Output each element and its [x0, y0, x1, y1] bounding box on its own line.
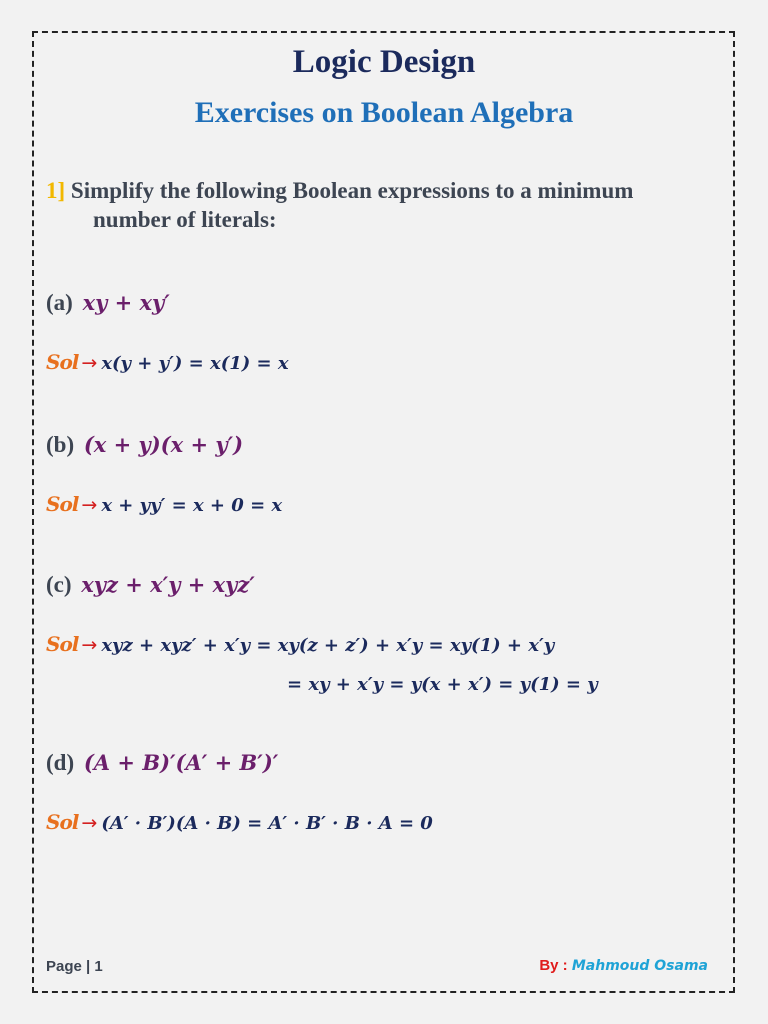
solution-expression-continued: = xy + x′y = y(x + x′) = y(1) = y: [287, 674, 598, 695]
author-credit: [539, 957, 708, 974]
part-expression: (A + B)′(A′ + B′)′: [83, 750, 279, 775]
part-expression: xyz + x′y + xyz′: [81, 572, 255, 597]
solution-expression: x + yy′ = x + 0 = x: [101, 495, 283, 516]
question-number: 1]: [46, 178, 66, 203]
part-b: [46, 432, 243, 458]
solution-a: [46, 350, 289, 374]
sol-label: Sol: [46, 492, 79, 516]
solution-expression: xyz + xyz′ + x′y = xy(z + z′) + x′y = xy(1) + x′y: [101, 635, 555, 656]
part-expression: xy + xy′: [82, 290, 170, 315]
question-text-line1: Simplify the following Boolean expressions to a minimum: [70, 178, 634, 203]
solution-expression: (A′ · B′)(A · B) = A′ · B′ · B · A = 0: [101, 813, 433, 834]
solution-c-continued: [287, 674, 598, 695]
part-a: [46, 290, 170, 316]
sol-label: Sol: [46, 632, 79, 656]
solution-expression: x(y + y′) = x(1) = x: [101, 353, 289, 374]
arrow-icon: →: [81, 634, 98, 656]
part-label: (d): [46, 750, 75, 775]
solution-b: [46, 492, 282, 516]
part-c: [46, 572, 255, 598]
solution-d: [46, 810, 433, 834]
page-number: Page | 1: [46, 958, 103, 975]
sol-label: Sol: [46, 350, 79, 374]
sol-label: Sol: [46, 810, 79, 834]
solution-c: [46, 632, 554, 656]
part-label: (b): [46, 432, 75, 457]
part-expression: (x + y)(x + y′): [83, 432, 244, 457]
arrow-icon: →: [81, 494, 98, 516]
arrow-icon: →: [81, 352, 98, 374]
arrow-icon: →: [81, 812, 98, 834]
part-label: (c): [46, 572, 72, 597]
page-subtitle: Exercises on Boolean Algebra: [194, 96, 574, 129]
page-title: Logic Design: [292, 44, 476, 80]
question-text-line2: number of literals:: [93, 207, 277, 232]
question-1: [46, 176, 726, 234]
part-d: [46, 750, 278, 776]
part-label: (a): [46, 290, 73, 315]
by-label: By :: [539, 957, 568, 974]
author-name: Mahmoud Osama: [571, 958, 708, 974]
